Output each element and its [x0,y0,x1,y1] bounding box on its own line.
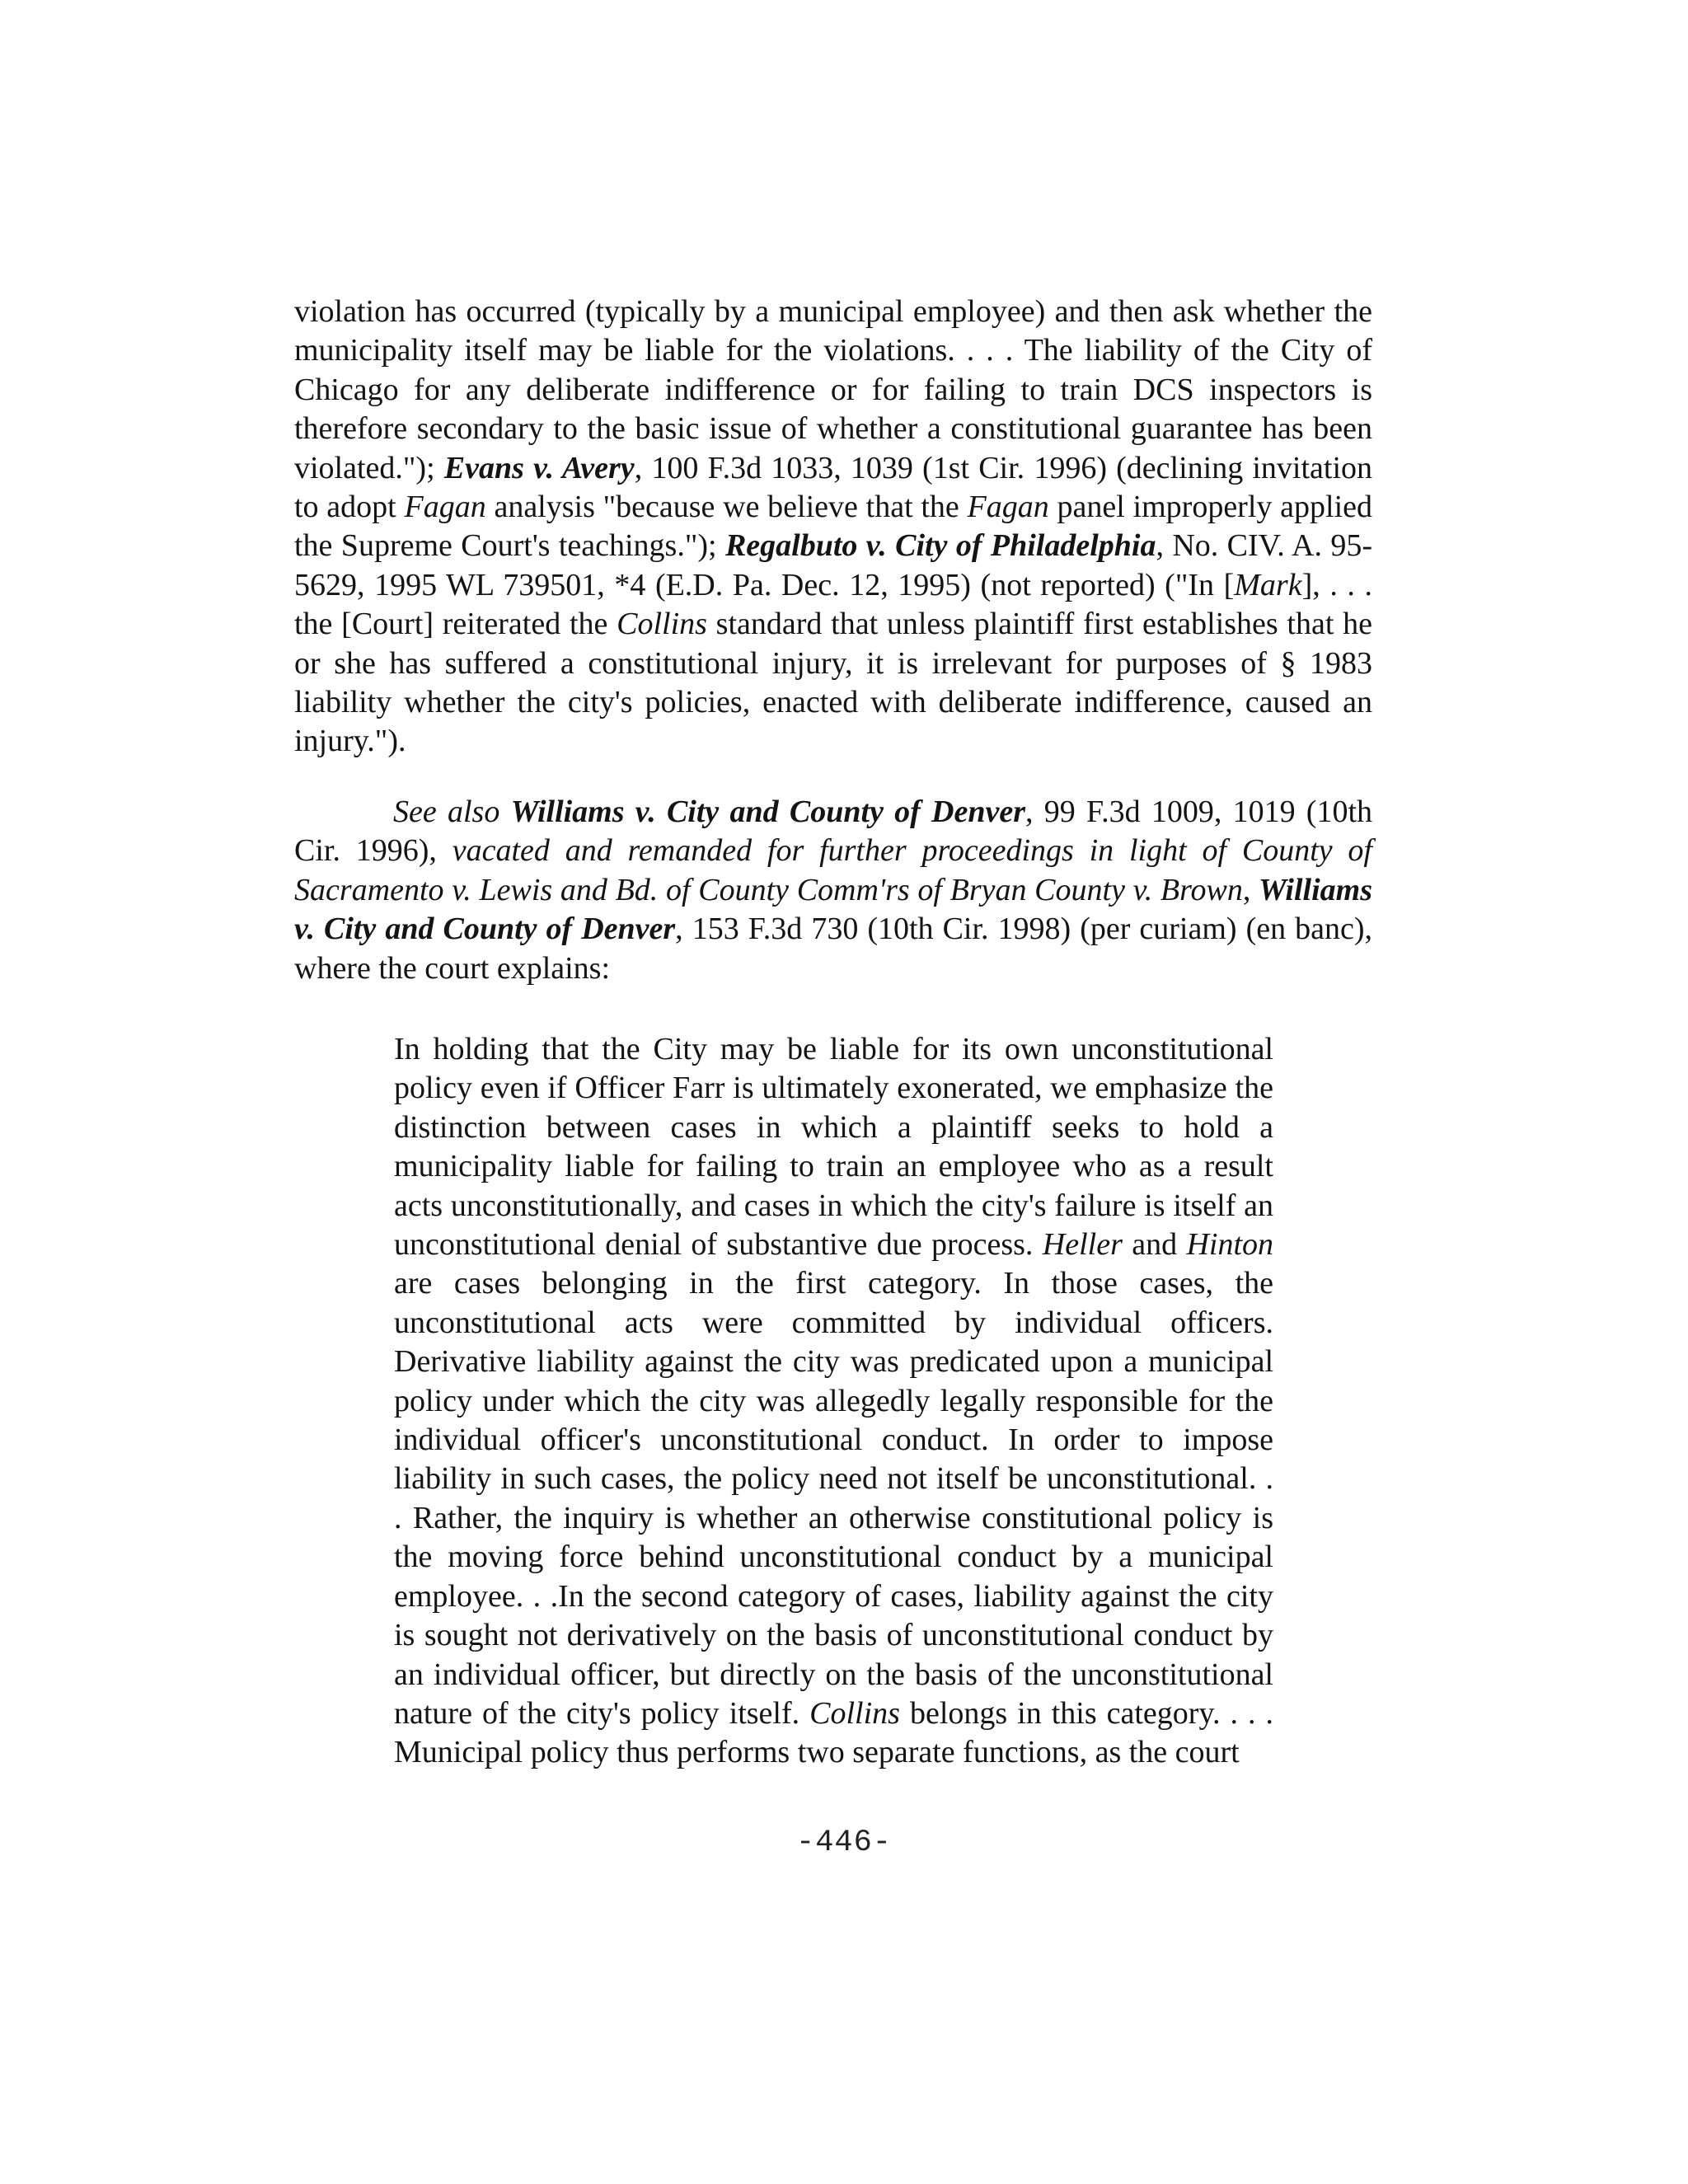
case-short-name-mark: Mark [1234,567,1302,602]
body-paragraph-1 [294,293,1372,762]
case-name-regalbuto: Regalbuto v. City of Philadelphia [724,528,1156,564]
case-short-name-heller: Heller [1042,1227,1123,1263]
text-segment: are cases belonging in the first category. In those cases, the unconstitutional acts were committed by individual officers. Derivative liability against the city was predicated upon a municipal policy under which the city was allegedly legally responsible for the individual officer's unconstitutional conduct. In order to impose liability in such cases, the policy need not itself be unconstitutional. . . Rather, the inquiry is whether an otherwise constitutional policy is the moving force behind unconstitutional conduct by a municipal employee. . .In the second category of cases, liability against the city is sought not derivatively on the basis of unconstitutional conduct by an individual officer, but directly on the basis of the unconstitutional nature of the city's policy itself. [394,1266,1273,1731]
text-segment: In holding that the City may be liable for its own unconstitutional policy even if Officer Farr is ultimately exonerated, we emphasize the distinction between cases in which a plaintiff seeks to hold a municipality liable for failing to train an employee who as a result acts unconstitutionally, and cases in which the city's failure is itself an unconstitutional denial of substantive due process. [394,1032,1273,1263]
text-segment: belongs in this category. . . . Municipal policy thus performs two separate functions, as the court [394,1695,1274,1770]
case-name-evans-v-avery: Evans v. Avery [443,450,635,485]
signal-see-also: See also [393,794,500,829]
text-segment: , 100 F.3d 1033, 1039 (1st Cir. 1996) (declining invitation to adopt [294,450,1373,525]
text-segment: analysis "because we believe that the [485,490,968,525]
block-quote [394,1030,1273,1773]
text-segment: , 99 F.3d 1009, 1019 (10th Cir. 1996), [294,794,1373,869]
text-segment: , No. CIV. A. 95-5629, 1995 WL 739501, *4 (E.D. Pa. Dec. 12, 1995) (not reported) ("In [ [294,528,1372,602]
case-name-williams-1996: Williams v. City and County of Denver [510,794,1026,829]
case-name-williams-1998: Williams v. City and County of Denver [294,872,1373,947]
case-short-name-collins: Collins [809,1695,900,1731]
text-segment: , [1242,872,1259,907]
text-segment: standard that unless plaintiff first establishes that he or she has suffered a constitutional injury, it is irrelevant for purposes of § 1983 liability whether the city's policies, enacted with deliberate indifference, caused an injury."). [294,607,1372,759]
text-segment: and [1122,1227,1187,1263]
text-segment: , 153 F.3d 730 (10th Cir. 1998) (per curiam) (en banc), where the court explains: [294,912,1373,986]
text-segment: violation has occurred (typically by a municipal employee) and then ask whether the municipality itself may be liable for the violations. . . . The liability of the City of Chicago for any deliberate indifference or for failing to train DCS inspectors is therefore secondary to the basic issue of whether a constitutional guarantee has been violated."); [294,294,1372,485]
case-short-name-hinton: Hinton [1186,1227,1273,1263]
page-number: -446- [795,1825,893,1860]
case-short-name-collins: Collins [617,607,707,642]
text-segment: ], . . . the [Court] reiterated the [294,567,1373,642]
text-segment: panel improperly applied the Supreme Court's teachings."); [294,490,1372,564]
case-short-name-fagan: Fagan [404,490,486,525]
body-paragraph-2 [294,793,1372,988]
case-short-name-fagan: Fagan [967,490,1049,525]
subsequent-history: vacated and remanded for further proceedings in light of County of Sacramento v. Lewis and Bd. of County Comm'rs of Bryan County v. Brown [294,833,1372,907]
